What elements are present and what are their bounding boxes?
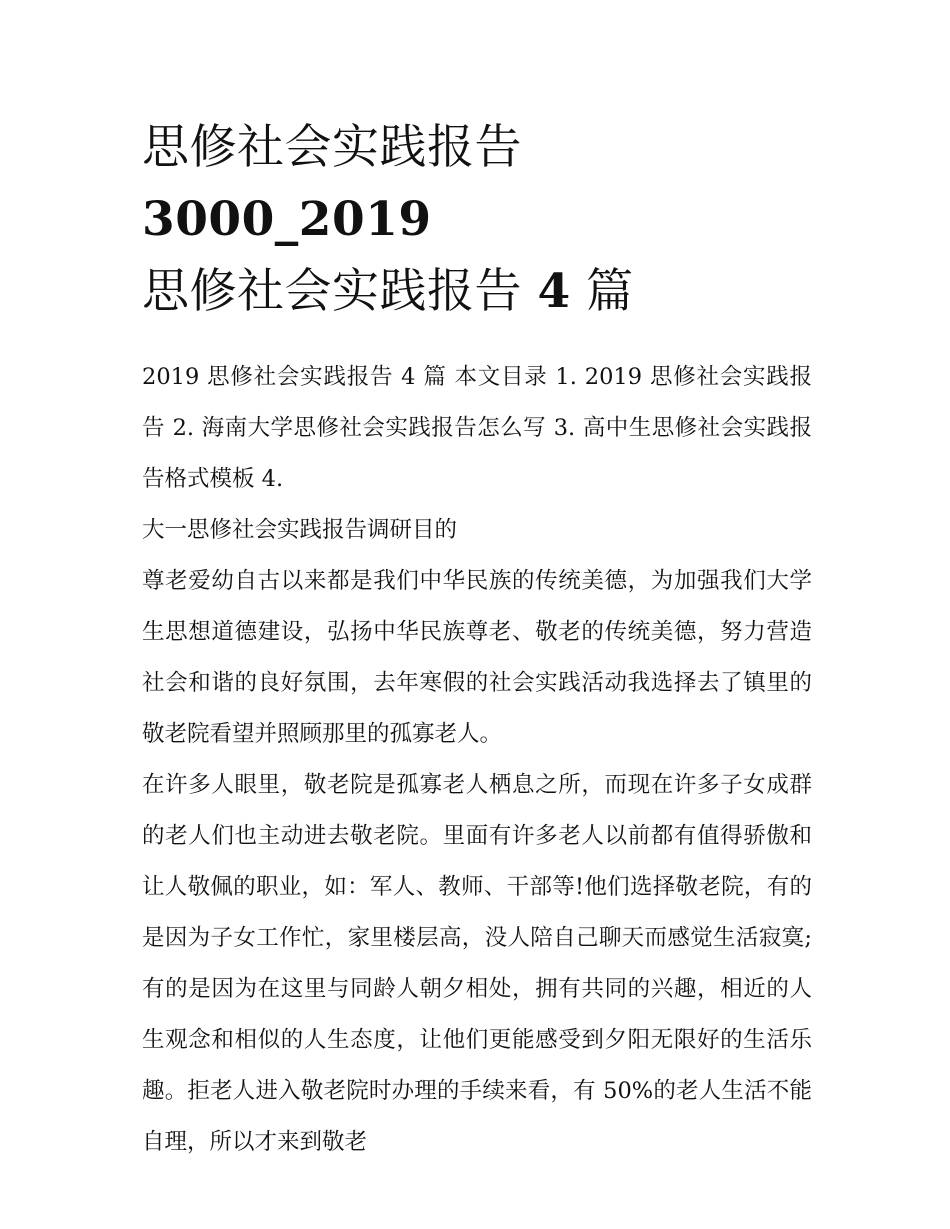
title-line-1: 思修社会实践报告 3000_2019	[142, 120, 522, 247]
document-title	[142, 112, 812, 328]
body-paragraph-1: 尊老爱幼自古以来都是我们中华民族的传统美德，为加强我们大学生思想道德建设，弘扬中华民族尊老、敬老的传统美德，努力营造社会和谐的良好氛围，去年寒假的社会实践活动我选择去了镇里的敬老院看望并照顾那里的孤寡老人。	[142, 568, 812, 747]
table-of-contents-paragraph: 2019 思修社会实践报告 4 篇 本文目录 1. 2019 思修社会实践报告 2. 海南大学思修社会实践报告怎么写 3. 高中生思修社会实践报告格式模板 4.	[142, 364, 812, 492]
document-page	[142, 112, 812, 1168]
body-paragraph-2: 在许多人眼里，敬老院是孤寡老人栖息之所，而现在许多子女成群的老人们也主动进去敬老院。里面有许多老人以前都有值得骄傲和让人敬佩的职业，如：军人、教师、干部等!他们选择敬老院，有的是因为子女工作忙，家里楼层高，没人陪自己聊天而感觉生活寂寞;有的是因为在这里与同龄人朝夕相处，拥有共同的兴趣，相近的人生观念和相似的人生态度，让他们更能感受到夕阳无限好的生活乐趣。拒老人进入敬老院时办理的手续来看，有 50%的老人生活不能自理，所以才来到敬老	[142, 772, 812, 1155]
section-heading: 大一思修社会实践报告调研目的	[142, 517, 458, 543]
title-line-2: 思修社会实践报告 4 篇	[142, 264, 634, 319]
